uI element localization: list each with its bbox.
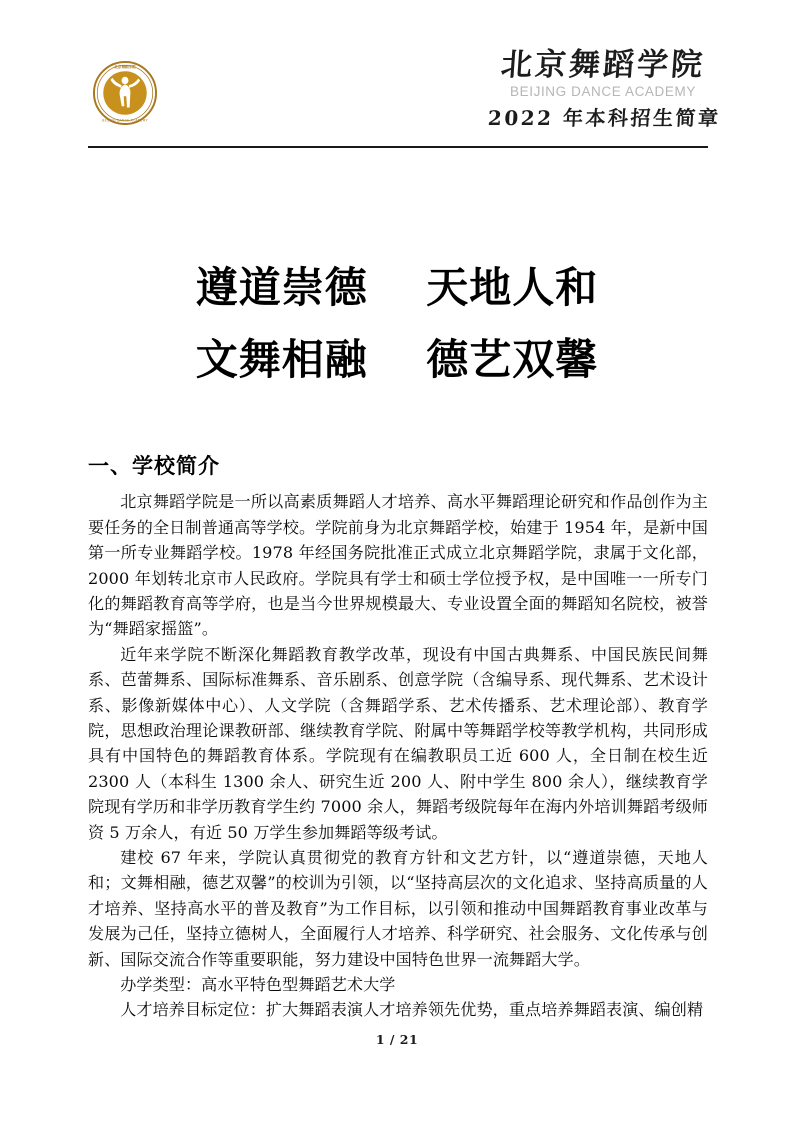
body-paragraph: 近年来学院不断深化舞蹈教育教学改革，现设有中国古典舞系、中国民族民间舞系、芭蕾舞系、国际标准舞系、音乐剧系、创意学院（含编导系、现代舞系、艺术设计系、影像新媒体中心）、人文学院（含舞蹈学系、艺术传播系、艺术理论部）、教育学院，思想政治理论课教研部、继续教育学院、附属中等舞蹈学校等教学机构，共同形成具有中国特色的舞蹈教育体系。学院现有在编教职员工近 600 人，全日制在校生近 2300 人（本科生 1300 余人、研究生近 200 人、附中学生 800 余人），继续教育学院现有学历和非学历教育学生约 7000 余人，舞蹈考级院每年在海内外培训舞蹈考级师资 5 万余人，有近 50 万学生参加舞蹈等级考试。 bbox=[88, 644, 708, 842]
school-motto bbox=[0, 252, 794, 396]
page-number-indicator: 1 / 21 bbox=[375, 1032, 419, 1047]
motto-line-1: 遵道崇德 天地人和 bbox=[195, 263, 599, 312]
body-paragraph: 北京舞蹈学院是一所以高素质舞蹈人才培养、高水平舞蹈理论研究和作品创作为主要任务的全日制普通高等学校。学院前身为北京舞蹈学校，始建于 1954 年，是新中国第一所专业舞蹈学校。1978 年经国务院批准正式成立北京舞蹈学院，隶属于文化部，2000 年划转北京市人民政府。学院具有学士和硕士学位授予权，是中国唯一一所专门化的舞蹈教育高等学府，也是当今世界规模最大、专业设置全面的舞蹈知名院校，被誉为“舞蹈家摇篮”。 bbox=[88, 492, 708, 639]
body-paragraph: 建校 67 年来，学院认真贯彻党的教育方针和文艺方针，以“遵道崇德，天地人和；文舞相融，德艺双馨”的校训为引领，以“坚持高层次的文化追求、坚持高质量的人才培养、坚持高水平的普及教育”为工作目标，以引领和推动中国舞蹈教育事业改革与发展为己任，坚持立德树人，全面履行人才培养、科学研究、社会服务、文化传承与创新、国际交流合作等重要职能，努力建设中国特色世界一流舞蹈大学。 bbox=[88, 847, 708, 969]
academy-name-en: BEIJING DANCE ACADEMY bbox=[510, 83, 696, 99]
document-header bbox=[0, 44, 794, 146]
brochure-subtitle: 2022 年本科招生简章 bbox=[487, 105, 722, 130]
motto-line-2: 文舞相融 德艺双馨 bbox=[195, 335, 599, 385]
beijing-dance-academy-seal-icon bbox=[92, 60, 158, 126]
header-title-block bbox=[487, 47, 722, 131]
header-divider bbox=[88, 146, 708, 148]
section-heading-school-introduction: 一、学校简介 bbox=[88, 453, 220, 478]
body-paragraph-training-goal: 人才培养目标定位：扩大舞蹈表演人才培养领先优势，重点培养舞蹈表演、编创精 bbox=[120, 1000, 704, 1020]
academy-name-cn: 北京舞蹈学院 bbox=[499, 47, 707, 83]
svg-text:北京舞蹈学院: 北京舞蹈学院 bbox=[114, 64, 136, 69]
svg-text:BEIJING DANCE ACADEMY: BEIJING DANCE ACADEMY bbox=[102, 118, 148, 123]
body-paragraph-school-type: 办学类型：高水平特色型舞蹈艺术大学 bbox=[120, 975, 396, 995]
document-content bbox=[88, 452, 708, 1023]
